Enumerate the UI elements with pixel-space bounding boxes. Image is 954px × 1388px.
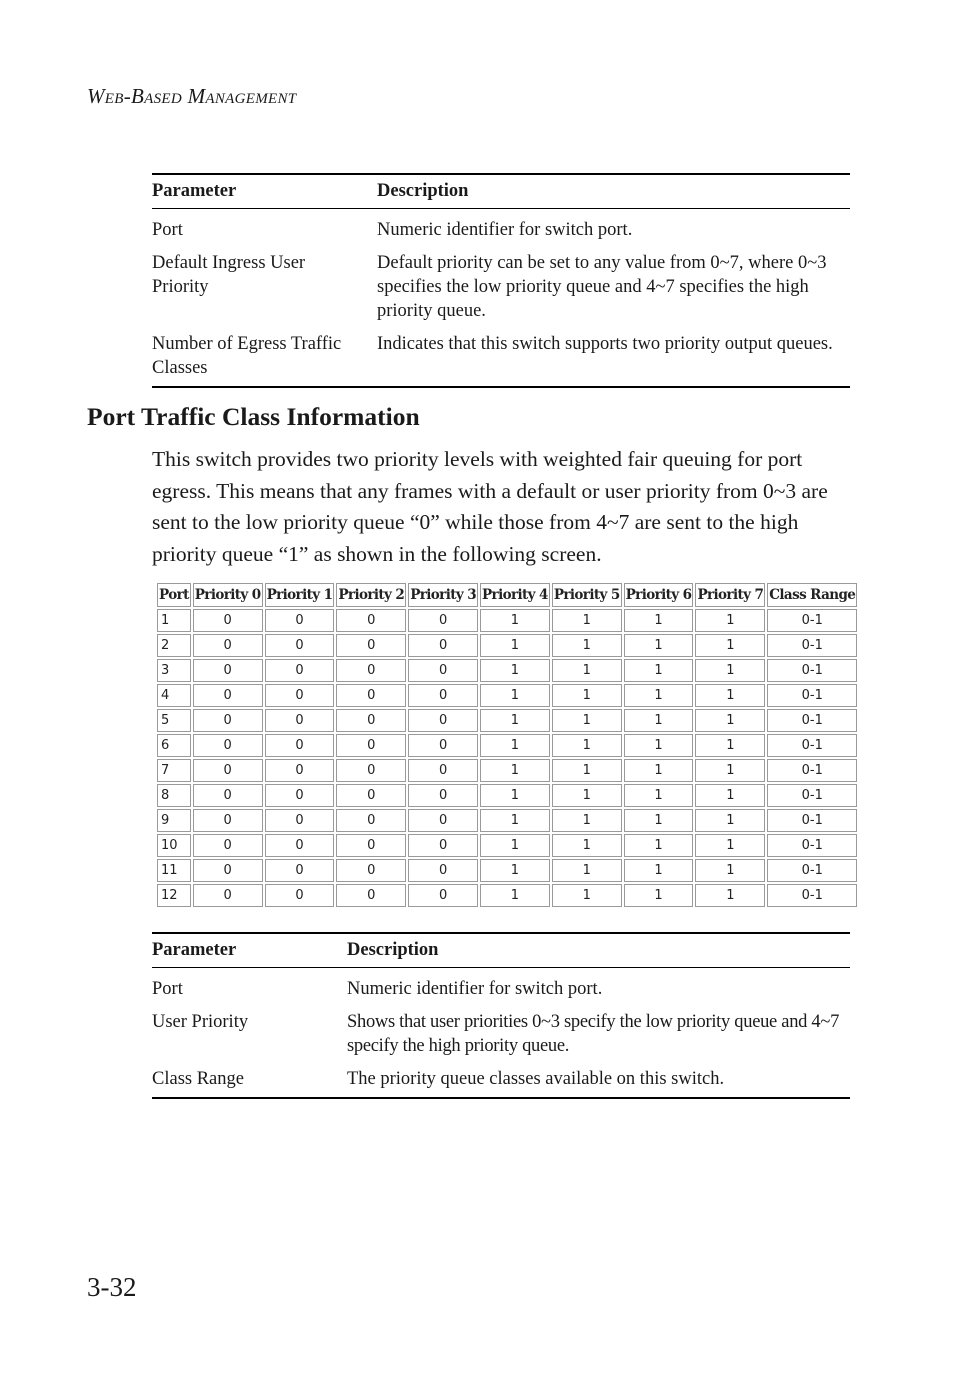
priority-cell: 1 xyxy=(695,809,765,832)
description-cell: Numeric identifier for switch port. xyxy=(347,979,603,999)
running-head-m: M xyxy=(187,84,206,108)
port-cell: 9 xyxy=(157,809,191,832)
priority-cell: 0 xyxy=(193,759,263,782)
column-header: Port xyxy=(157,583,191,607)
class-range-cell: 0-1 xyxy=(767,634,857,657)
running-head-anagement: ANAGEMENT xyxy=(205,91,297,107)
running-head-dash: - xyxy=(123,84,132,108)
header-description: Description xyxy=(377,174,850,209)
table-row xyxy=(157,709,857,732)
priority-cell: 1 xyxy=(695,634,765,657)
priority-cell: 0 xyxy=(193,634,263,657)
table-row xyxy=(157,784,857,807)
priority-cell: 1 xyxy=(480,734,550,757)
priority-cell: 0 xyxy=(193,784,263,807)
table-row xyxy=(157,684,857,707)
priority-cell: 1 xyxy=(552,659,622,682)
priority-cell: 0 xyxy=(336,809,406,832)
priority-cell: 0 xyxy=(193,834,263,857)
port-cell: 3 xyxy=(157,659,191,682)
priority-cell: 0 xyxy=(265,659,335,682)
column-header: Class Range xyxy=(767,583,857,607)
port-cell: 6 xyxy=(157,734,191,757)
table-row xyxy=(157,859,857,882)
priority-cell: 0 xyxy=(265,609,335,632)
priority-cell: 1 xyxy=(480,809,550,832)
parameter-table-1 xyxy=(152,173,850,388)
class-range-cell: 0-1 xyxy=(767,609,857,632)
table-row xyxy=(152,242,850,323)
table-row xyxy=(157,634,857,657)
priority-cell: 0 xyxy=(408,734,478,757)
priority-cell: 1 xyxy=(624,709,694,732)
priority-cell: 1 xyxy=(624,859,694,882)
priority-cell: 0 xyxy=(193,859,263,882)
table-row xyxy=(152,209,850,243)
table-row xyxy=(157,759,857,782)
running-head-ased: ASED xyxy=(144,91,183,107)
running-head-eb: EB xyxy=(104,91,124,107)
priority-cell: 0 xyxy=(193,659,263,682)
header-parameter: Parameter xyxy=(152,933,347,968)
priority-cell: 0 xyxy=(193,684,263,707)
class-range-cell: 0-1 xyxy=(767,884,857,907)
description-cell: Shows that user priorities 0~3 specify the low priority queue and 4~7 specify the high priority queue. xyxy=(347,1012,840,1056)
priority-cell: 1 xyxy=(624,659,694,682)
priority-cell: 0 xyxy=(408,759,478,782)
port-cell: 4 xyxy=(157,684,191,707)
priority-cell: 1 xyxy=(695,784,765,807)
priority-cell: 0 xyxy=(265,859,335,882)
priority-cell: 1 xyxy=(552,609,622,632)
table-row xyxy=(157,834,857,857)
class-range-cell: 0-1 xyxy=(767,759,857,782)
port-traffic-class-table xyxy=(155,581,859,909)
priority-cell: 1 xyxy=(624,734,694,757)
priority-cell: 1 xyxy=(552,634,622,657)
class-range-cell: 0-1 xyxy=(767,684,857,707)
port-traffic-class-screen xyxy=(155,581,856,909)
description-cell: Numeric identifier for switch port. xyxy=(377,220,633,240)
priority-cell: 1 xyxy=(695,734,765,757)
priority-cell: 1 xyxy=(695,609,765,632)
priority-cell: 1 xyxy=(552,709,622,732)
parameter-cell: User Priority xyxy=(152,1012,249,1032)
column-header: Priority 3 xyxy=(408,583,478,607)
header-parameter: Parameter xyxy=(152,174,377,209)
priority-cell: 0 xyxy=(193,734,263,757)
priority-cell: 0 xyxy=(265,684,335,707)
priority-cell: 0 xyxy=(193,884,263,907)
priority-cell: 0 xyxy=(336,659,406,682)
priority-cell: 1 xyxy=(695,759,765,782)
priority-cell: 1 xyxy=(624,809,694,832)
class-range-cell: 0-1 xyxy=(767,784,857,807)
priority-cell: 1 xyxy=(695,884,765,907)
priority-cell: 0 xyxy=(336,709,406,732)
priority-cell: 1 xyxy=(480,834,550,857)
description-cell: Default priority can be set to any value from 0~7, where 0~3 specifies the low priority queue and 4~7 specifies the high priority queue. xyxy=(377,253,827,321)
parameter-cell: Class Range xyxy=(152,1058,347,1098)
running-head-w: W xyxy=(87,84,105,108)
header-description: Description xyxy=(347,933,850,968)
column-header: Priority 5 xyxy=(552,583,622,607)
priority-cell: 0 xyxy=(408,784,478,807)
priority-cell: 0 xyxy=(265,884,335,907)
priority-cell: 0 xyxy=(336,834,406,857)
priority-cell: 0 xyxy=(408,884,478,907)
priority-cell: 1 xyxy=(695,709,765,732)
port-cell: 2 xyxy=(157,634,191,657)
priority-cell: 1 xyxy=(624,759,694,782)
priority-cell: 1 xyxy=(480,684,550,707)
class-range-cell: 0-1 xyxy=(767,734,857,757)
description-cell: The priority queue classes available on this switch. xyxy=(347,1058,850,1098)
priority-cell: 1 xyxy=(695,659,765,682)
priority-cell: 0 xyxy=(336,859,406,882)
class-range-cell: 0-1 xyxy=(767,659,857,682)
priority-cell: 1 xyxy=(552,734,622,757)
running-head-b: B xyxy=(131,84,145,108)
column-header: Priority 0 xyxy=(193,583,263,607)
parameter-cell: Default Ingress User Priority xyxy=(152,253,306,297)
priority-cell: 0 xyxy=(265,809,335,832)
port-cell: 11 xyxy=(157,859,191,882)
priority-cell: 1 xyxy=(624,884,694,907)
port-cell: 7 xyxy=(157,759,191,782)
priority-cell: 0 xyxy=(408,659,478,682)
table-row xyxy=(157,809,857,832)
priority-cell: 1 xyxy=(552,809,622,832)
column-header: Priority 2 xyxy=(336,583,406,607)
priority-cell: 1 xyxy=(552,884,622,907)
priority-cell: 1 xyxy=(624,834,694,857)
priority-cell: 1 xyxy=(552,784,622,807)
priority-cell: 0 xyxy=(408,634,478,657)
description-cell: Indicates that this switch supports two priority output queues. xyxy=(377,323,850,387)
priority-cell: 0 xyxy=(408,684,478,707)
priority-cell: 1 xyxy=(552,684,622,707)
parameter-cell: Number of Egress Traffic Classes xyxy=(152,323,377,387)
port-cell: 12 xyxy=(157,884,191,907)
priority-cell: 1 xyxy=(624,784,694,807)
priority-cell: 1 xyxy=(480,859,550,882)
class-range-cell: 0-1 xyxy=(767,809,857,832)
column-header: Priority 6 xyxy=(624,583,694,607)
priority-cell: 0 xyxy=(336,734,406,757)
class-range-cell: 0-1 xyxy=(767,834,857,857)
priority-cell: 1 xyxy=(480,759,550,782)
priority-cell: 1 xyxy=(480,659,550,682)
class-range-cell: 0-1 xyxy=(767,859,857,882)
table-row xyxy=(157,734,857,757)
priority-cell: 0 xyxy=(408,609,478,632)
table-row xyxy=(157,659,857,682)
priority-cell: 1 xyxy=(480,609,550,632)
priority-cell: 0 xyxy=(265,734,335,757)
priority-cell: 1 xyxy=(695,834,765,857)
priority-cell: 1 xyxy=(624,684,694,707)
priority-cell: 0 xyxy=(336,609,406,632)
table-row xyxy=(152,323,850,387)
table-row xyxy=(157,609,857,632)
priority-cell: 1 xyxy=(480,709,550,732)
priority-cell: 0 xyxy=(193,609,263,632)
priority-cell: 0 xyxy=(265,634,335,657)
priority-cell: 1 xyxy=(624,609,694,632)
priority-cell: 1 xyxy=(624,634,694,657)
parameter-table-2 xyxy=(152,932,850,1099)
column-header: Priority 7 xyxy=(695,583,765,607)
class-range-cell: 0-1 xyxy=(767,709,857,732)
priority-cell: 1 xyxy=(480,784,550,807)
priority-cell: 1 xyxy=(480,634,550,657)
table-row xyxy=(152,968,850,1002)
priority-cell: 1 xyxy=(695,859,765,882)
priority-cell: 0 xyxy=(408,834,478,857)
column-header: Priority 1 xyxy=(265,583,335,607)
priority-cell: 0 xyxy=(265,834,335,857)
port-cell: 10 xyxy=(157,834,191,857)
page-number: 3-32 xyxy=(87,1272,137,1302)
table-header-row xyxy=(157,583,857,607)
priority-cell: 0 xyxy=(408,809,478,832)
parameter-cell: Port xyxy=(152,220,183,240)
priority-cell: 0 xyxy=(265,784,335,807)
priority-cell: 0 xyxy=(193,709,263,732)
priority-cell: 0 xyxy=(265,759,335,782)
priority-cell: 0 xyxy=(336,634,406,657)
priority-cell: 0 xyxy=(408,859,478,882)
priority-cell: 1 xyxy=(552,834,622,857)
section-heading: Port Traffic Class Information xyxy=(87,402,420,431)
priority-cell: 0 xyxy=(336,784,406,807)
priority-cell: 1 xyxy=(552,759,622,782)
table-row xyxy=(152,1001,850,1058)
priority-cell: 0 xyxy=(336,684,406,707)
priority-cell: 1 xyxy=(552,859,622,882)
port-cell: 5 xyxy=(157,709,191,732)
priority-cell: 1 xyxy=(695,684,765,707)
priority-cell: 0 xyxy=(193,809,263,832)
priority-cell: 1 xyxy=(480,884,550,907)
column-header: Priority 4 xyxy=(480,583,550,607)
priority-cell: 0 xyxy=(408,709,478,732)
port-cell: 1 xyxy=(157,609,191,632)
table-row xyxy=(152,1058,850,1098)
priority-cell: 0 xyxy=(336,884,406,907)
running-head xyxy=(87,84,296,109)
priority-cell: 0 xyxy=(265,709,335,732)
body-paragraph: This switch provides two priority levels with weighted fair queuing for port egress. This means that any frames with a default or user priority from 0~3 are sent to the low priority queue “0” while those from 4~7 are sent to the high priority queue “1” as shown in the following screen. xyxy=(152,447,828,566)
priority-cell: 0 xyxy=(336,759,406,782)
table-row xyxy=(157,884,857,907)
parameter-cell: Port xyxy=(152,979,183,999)
port-cell: 8 xyxy=(157,784,191,807)
